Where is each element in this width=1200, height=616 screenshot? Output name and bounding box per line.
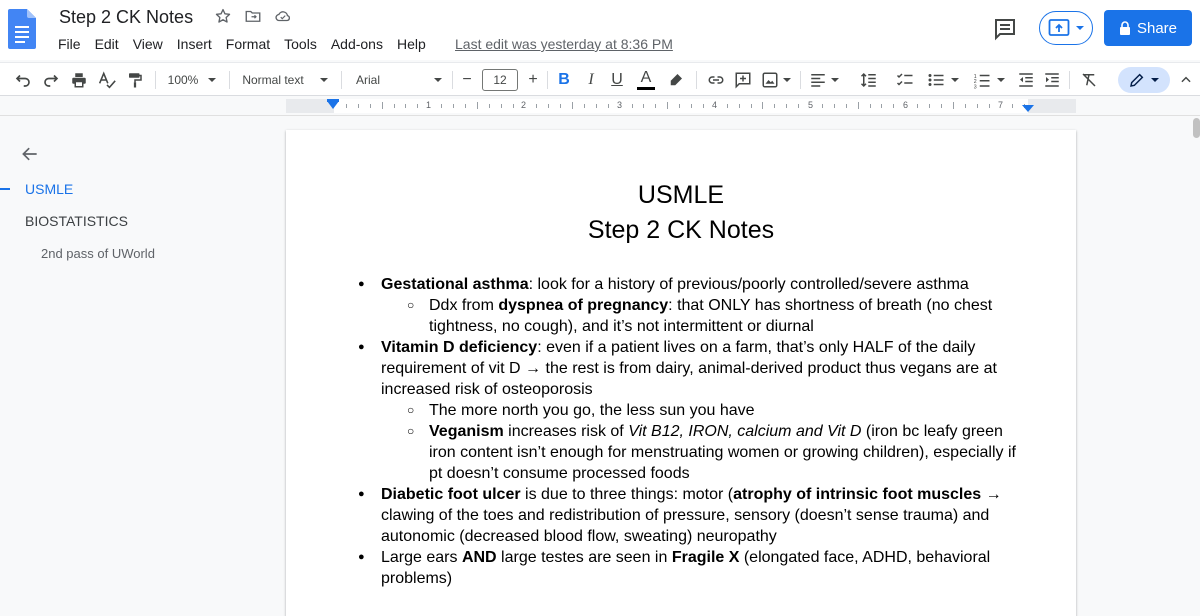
text-run: : look for a history of previous/poorly controlled/severe asthma [528,276,969,293]
redo-button[interactable] [38,63,64,97]
heading-line-1: USMLE [637,181,725,209]
present-icon [1048,18,1070,38]
menu-insert[interactable]: Insert [176,36,212,52]
chevron-down-icon [320,78,328,82]
ruler-tick [477,102,478,109]
chevron-down-icon [208,78,216,82]
text-color-button[interactable] [634,63,658,97]
editing-mode-button[interactable] [1118,67,1170,93]
ruler-tick [346,104,347,108]
ruler-tick [417,104,418,108]
left-indent-handle[interactable] [327,101,339,109]
ruler-number: 6 [903,100,909,110]
ruler-tick [798,104,799,108]
text-run: Veganism [429,423,504,440]
paint-format-icon [126,71,144,89]
ruler-tick [548,104,549,108]
line-spacing-icon [860,71,878,89]
ruler-tick [786,104,787,108]
ruler-tick [751,104,752,108]
line-spacing-button[interactable] [856,63,882,97]
ruler-tick [405,104,406,108]
increase-indent-button[interactable] [1040,63,1064,97]
ruler-tick [608,104,609,108]
spellcheck-button[interactable] [94,63,120,97]
right-indent-handle[interactable] [1022,105,1034,112]
menu-add-ons[interactable]: Add-ons [330,36,383,52]
ruler-tick [774,104,775,108]
paint-format-button[interactable] [122,63,148,97]
ruler-tick [953,102,954,109]
ruler-tick [917,104,918,108]
text-run: atrophy of intrinsic foot muscles [733,486,982,503]
chevron-down-icon [783,78,791,82]
text-run: Vit B12, IRON, calcium and Vit D [628,423,862,440]
share-button[interactable] [1104,10,1192,46]
ruler-tick [727,104,728,108]
ruler-tick [679,104,680,108]
menu-help[interactable]: Help [396,36,426,52]
menu-bar [51,35,433,53]
align-left-icon [809,71,827,89]
link-icon [706,71,726,89]
ruler-tick [667,102,668,109]
numbered-list-button[interactable] [968,63,1010,97]
ruler-tick [501,104,502,108]
align-button[interactable] [806,63,842,97]
outline-active-indicator [0,188,10,190]
text-run: (elongated face, ADHD, behavioral problems) [381,549,991,587]
comment-icon [993,17,1017,41]
text-run: large testes are seen in [496,549,672,566]
text-run: : that ONLY has shortness of breath (no chest tightness, no cough), and it’s not intermittent or diurnal [429,297,993,335]
text-run: Diabetic foot ulcer [381,486,521,503]
menu-view[interactable]: View [132,36,163,52]
list-item [358,274,1018,295]
list-item [358,547,1018,589]
print-icon [70,71,88,89]
chevron-up-icon [1179,73,1193,87]
ruler-tick [465,104,466,108]
ruler-tick [703,104,704,108]
ruler-number: 3 [617,100,623,110]
ruler-tick [632,104,633,108]
text-run: → clawing of the toes and redistribution of pressure, sensory (doesn’t sense trauma) and autonomic (decreased blood flow, sweating) neuropathy [381,486,1002,545]
document-body[interactable] [358,274,1018,589]
ruler-number: 4 [712,100,718,110]
menu-edit[interactable]: Edit [94,36,119,52]
docs-logo-icon[interactable] [8,9,36,49]
document-heading [286,178,1076,248]
ruler-number: 2 [521,100,527,110]
text-run: increases risk of [503,423,629,440]
ruler-tick [989,104,990,108]
ruler-right-margin[interactable] [1028,99,1076,113]
ruler-tick [370,104,371,108]
ruler-tick [441,104,442,108]
undo-icon [14,71,32,89]
chevron-down-icon [1151,78,1159,82]
ruler-tick [941,104,942,108]
svg-text:3: 3 [973,84,977,89]
undo-button[interactable] [10,63,36,97]
ruler[interactable] [0,96,1200,116]
present-button[interactable] [1039,11,1093,45]
ruler-tick [739,104,740,108]
insert-comment-button[interactable] [731,63,755,97]
svg-text:1: 1 [973,73,977,80]
text-color-swatch [637,87,655,90]
numbered-list-icon [973,71,991,89]
ruler-tick [858,102,859,109]
text-run: is due to three things: motor ( [520,486,734,503]
chevron-down-icon [831,78,839,82]
ruler-tick [691,104,692,108]
chevron-down-icon [434,78,442,82]
ruler-tick [762,102,763,109]
font-select[interactable] [348,63,448,97]
list-item [358,421,1018,484]
zoom-select[interactable] [162,63,222,97]
ruler-tick [453,104,454,108]
text-run: Ddx from [429,297,499,314]
ruler-tick [596,104,597,108]
print-button[interactable] [66,63,92,97]
move-folder-icon[interactable] [243,6,263,26]
ruler-tick [846,104,847,108]
ruler-tick [965,104,966,108]
font-value: Arial [356,73,381,87]
ruler-tick [394,104,395,108]
redo-icon [42,71,60,89]
ruler-tick [893,104,894,108]
cloud-saved-icon[interactable] [273,6,293,26]
italic-button[interactable]: I [588,71,594,88]
star-icon[interactable] [213,6,233,26]
ruler-tick [655,104,656,108]
decrease-indent-button[interactable] [1014,63,1038,97]
insert-image-button[interactable] [758,63,794,97]
ruler-tick [584,104,585,108]
insert-link-button[interactable] [703,63,729,97]
text-run: Vitamin D deficiency [381,339,538,356]
ruler-tick [870,104,871,108]
document-page[interactable] [286,130,1076,616]
font-size-input[interactable]: 12 [482,69,518,91]
text-run: AND [461,549,497,566]
ruler-tick [382,102,383,109]
hide-menus-button[interactable] [1176,63,1196,97]
style-select[interactable] [236,63,334,97]
list-item [358,484,1018,547]
checklist-icon [896,71,914,89]
outline-item-biostatistics[interactable]: BIOSTATISTICS [25,213,128,229]
image-icon [761,71,779,89]
list-item [358,400,1018,421]
text-run: : even if a patient lives on a farm, that’s only HALF of the daily requirement of vit D → the rest is from dairy, animal-derived product thus vegans are at increased risk of osteoporosis [381,339,997,398]
ruler-tick [834,104,835,108]
ruler-tick [489,104,490,108]
svg-text:2: 2 [973,79,977,85]
text-run: Large ears [381,549,462,566]
list-item [358,295,1018,337]
ruler-tick [513,104,514,108]
decrease-font-size-button[interactable]: − [462,71,472,88]
lock-icon [1119,21,1131,35]
spellcheck-icon [97,71,117,89]
outline-item-2nd-pass-uworld[interactable]: 2nd pass of UWorld [41,246,155,261]
ruler-tick [977,104,978,108]
indent-decrease-icon [1017,71,1035,89]
pencil-icon [1129,72,1145,88]
text-run: The more north you go, the less sun you have [429,402,755,419]
comments-button[interactable] [990,14,1020,44]
toolbar [0,62,1200,96]
clear-formatting-icon [1080,71,1098,89]
ruler-number: 1 [426,100,432,110]
text-color-letter: A [640,69,652,86]
checklist-button[interactable] [892,63,918,97]
ruler-tick [929,104,930,108]
arrow-back-icon [20,144,40,164]
last-edit-link[interactable]: Last edit was yesterday at 8:36 PM [455,36,673,52]
vertical-scrollbar[interactable] [1193,118,1200,616]
text-run: (iron bc leafy green iron content isn’t enough for menstruating women or growing children), especially if pt doesn’t consume processed foods [429,423,1016,482]
menu-file[interactable]: File [58,36,81,52]
ruler-tick [822,104,823,108]
indent-increase-icon [1043,71,1061,89]
ruler-number: 5 [808,100,814,110]
share-label: Share [1136,19,1178,37]
scrollbar-thumb[interactable] [1193,118,1200,138]
app-header [0,0,1200,60]
ruler-tick [1012,104,1013,108]
ruler-tick [572,102,573,109]
list-item [358,337,1018,400]
clear-formatting-button[interactable] [1076,63,1102,97]
outline-item-usmle[interactable]: USMLE [25,181,74,197]
ruler-tick [560,104,561,108]
document-title[interactable]: Step 2 CK Notes [59,7,194,27]
text-run: dyspnea of pregnancy [498,297,669,314]
bulleted-list-icon [927,71,945,89]
menu-format[interactable]: Format [225,36,271,52]
underline-button[interactable]: U [611,71,623,88]
bulleted-list-button[interactable] [922,63,964,97]
ruler-tick [536,104,537,108]
chevron-down-icon [951,78,959,82]
chevron-down-icon [997,78,1005,82]
ruler-tick [881,104,882,108]
bold-button[interactable]: B [558,71,570,88]
increase-font-size-button[interactable]: + [528,71,538,88]
text-run: Fragile X [671,549,740,566]
text-run: Gestational asthma [381,276,529,293]
highlight-color-button[interactable] [664,63,688,97]
chevron-down-icon [1076,26,1084,30]
menu-tools[interactable]: Tools [284,36,317,52]
ruler-tick [358,104,359,108]
heading-line-2: Step 2 CK Notes [587,216,775,244]
zoom-value: 100% [167,73,199,87]
close-outline-button[interactable] [18,142,42,166]
ruler-tick [643,104,644,108]
document-outline [0,118,270,616]
style-value: Normal text [242,73,304,87]
highlighter-icon [667,71,685,89]
ruler-number: 7 [998,100,1004,110]
add-comment-icon [734,71,752,89]
